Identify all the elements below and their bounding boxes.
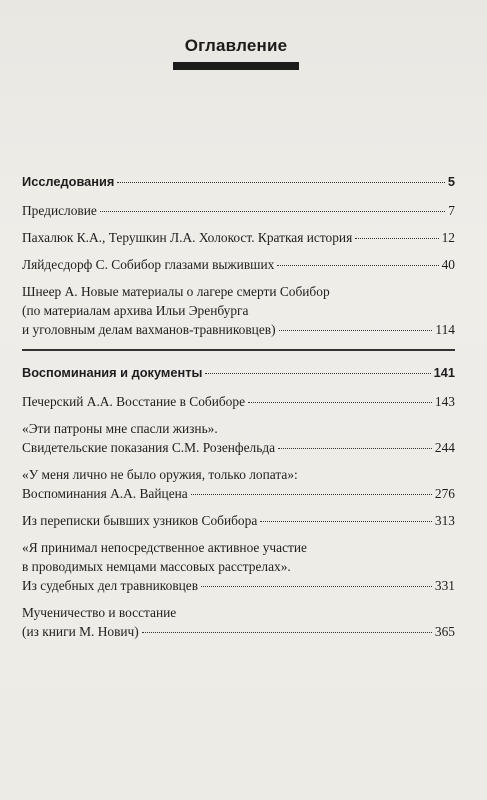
section-heading [22,363,455,382]
spacer [22,411,455,419]
dot-leader [278,448,432,449]
toc-entry-line: «Эти патроны мне спасли жизнь». [22,420,218,436]
toc-entry-title: и уголовным делам вахманов-травниковцев) [22,322,276,337]
dot-leader [355,238,438,239]
section-heading [22,172,455,191]
section-heading-page: 5 [447,174,455,189]
toc-entry-line: «Я принимал непосредственное активное участие [22,539,308,555]
spacer [22,530,455,538]
toc-title-block [173,36,299,70]
dot-leader [201,586,432,587]
toc-entry-line: Мученичество и восстание [22,604,177,620]
toc-entry [22,603,455,641]
toc-entry [22,392,455,411]
toc-entry-row [22,484,455,503]
toc-entry-page: 244 [434,439,455,455]
dot-leader [117,182,445,183]
toc-entry-title: (из книги М. Нович) [22,623,139,639]
toc-entry [22,255,455,274]
spacer [22,247,455,255]
toc-entry-row [22,392,455,411]
toc-entry-page: 331 [434,577,455,593]
spacer [22,382,455,392]
toc-entry-page: 40 [441,257,455,272]
spacer [22,457,455,465]
toc-entry-row [22,320,455,339]
toc-entry-row [22,576,455,595]
toc-entry-row [22,622,455,641]
toc-entry-page: 365 [434,623,455,639]
title-underline-bar [173,62,299,70]
spacer [22,595,455,603]
toc-entry-title: Печерский А.А. Восстание в Собиборе [22,393,246,409]
toc-entry-row [22,511,455,530]
toc-entry-title: Из судебных дел травниковцев [22,577,199,593]
toc-entry-row [22,201,455,220]
toc-entry-row [22,228,455,247]
toc-entry-title: Свидетельские показания С.М. Розенфельда [22,439,276,455]
toc-entry [22,538,455,595]
toc-entry-page: 313 [434,512,455,528]
toc-entry [22,419,455,457]
toc-entry-line: «У меня лично не было оружия, только лопата»: [22,466,298,482]
toc-entry-page: 7 [448,203,455,218]
section-heading-page: 141 [433,364,455,380]
toc-entry-title: Предисловие [22,203,97,218]
dot-leader [279,330,433,331]
toc-entry-page: 276 [434,485,455,501]
toc-entry-line: (по материалам архива Ильи Эренбурга [22,303,249,318]
dot-leader [205,373,430,374]
toc-entry [22,201,455,220]
dot-leader [191,494,432,495]
section-heading-text: Исследования [22,174,115,189]
toc-entry-page: 114 [435,322,455,337]
section-divider [22,349,455,351]
section-heading-text: Воспоминания и документы [22,364,203,380]
toc-entry-title: Из переписки бывших узников Собибора [22,512,258,528]
dot-leader [277,265,438,266]
spacer [22,191,455,201]
toc-entry [22,282,455,339]
toc-entry [22,465,455,503]
toc-entry-row [22,438,455,457]
toc-entry-line: в проводимых немцами массовых расстрелах». [22,558,291,574]
toc-entry [22,228,455,247]
dot-leader [142,632,432,633]
page-title: Оглавление [184,36,288,55]
toc-entry-page: 12 [441,230,455,245]
toc-entry-title: Воспоминания А.А. Вайцена [22,485,188,501]
toc-entry-row [22,255,455,274]
dot-leader [100,211,445,212]
spacer [22,220,455,228]
spacer [22,274,455,282]
toc-entry [22,511,455,530]
spacer [22,503,455,511]
table-of-contents [22,172,455,641]
dot-leader [260,521,432,522]
toc-entry-line: Шнеер А. Новые материалы о лагере смерти Собибор [22,284,330,299]
dot-leader [248,402,432,403]
toc-entry-page: 143 [434,393,455,409]
toc-entry-title: Ляйдесдорф С. Собибор глазами выживших [22,257,275,272]
toc-entry-title: Пахалюк К.А., Терушкин Л.А. Холокост. Краткая история [22,230,353,245]
